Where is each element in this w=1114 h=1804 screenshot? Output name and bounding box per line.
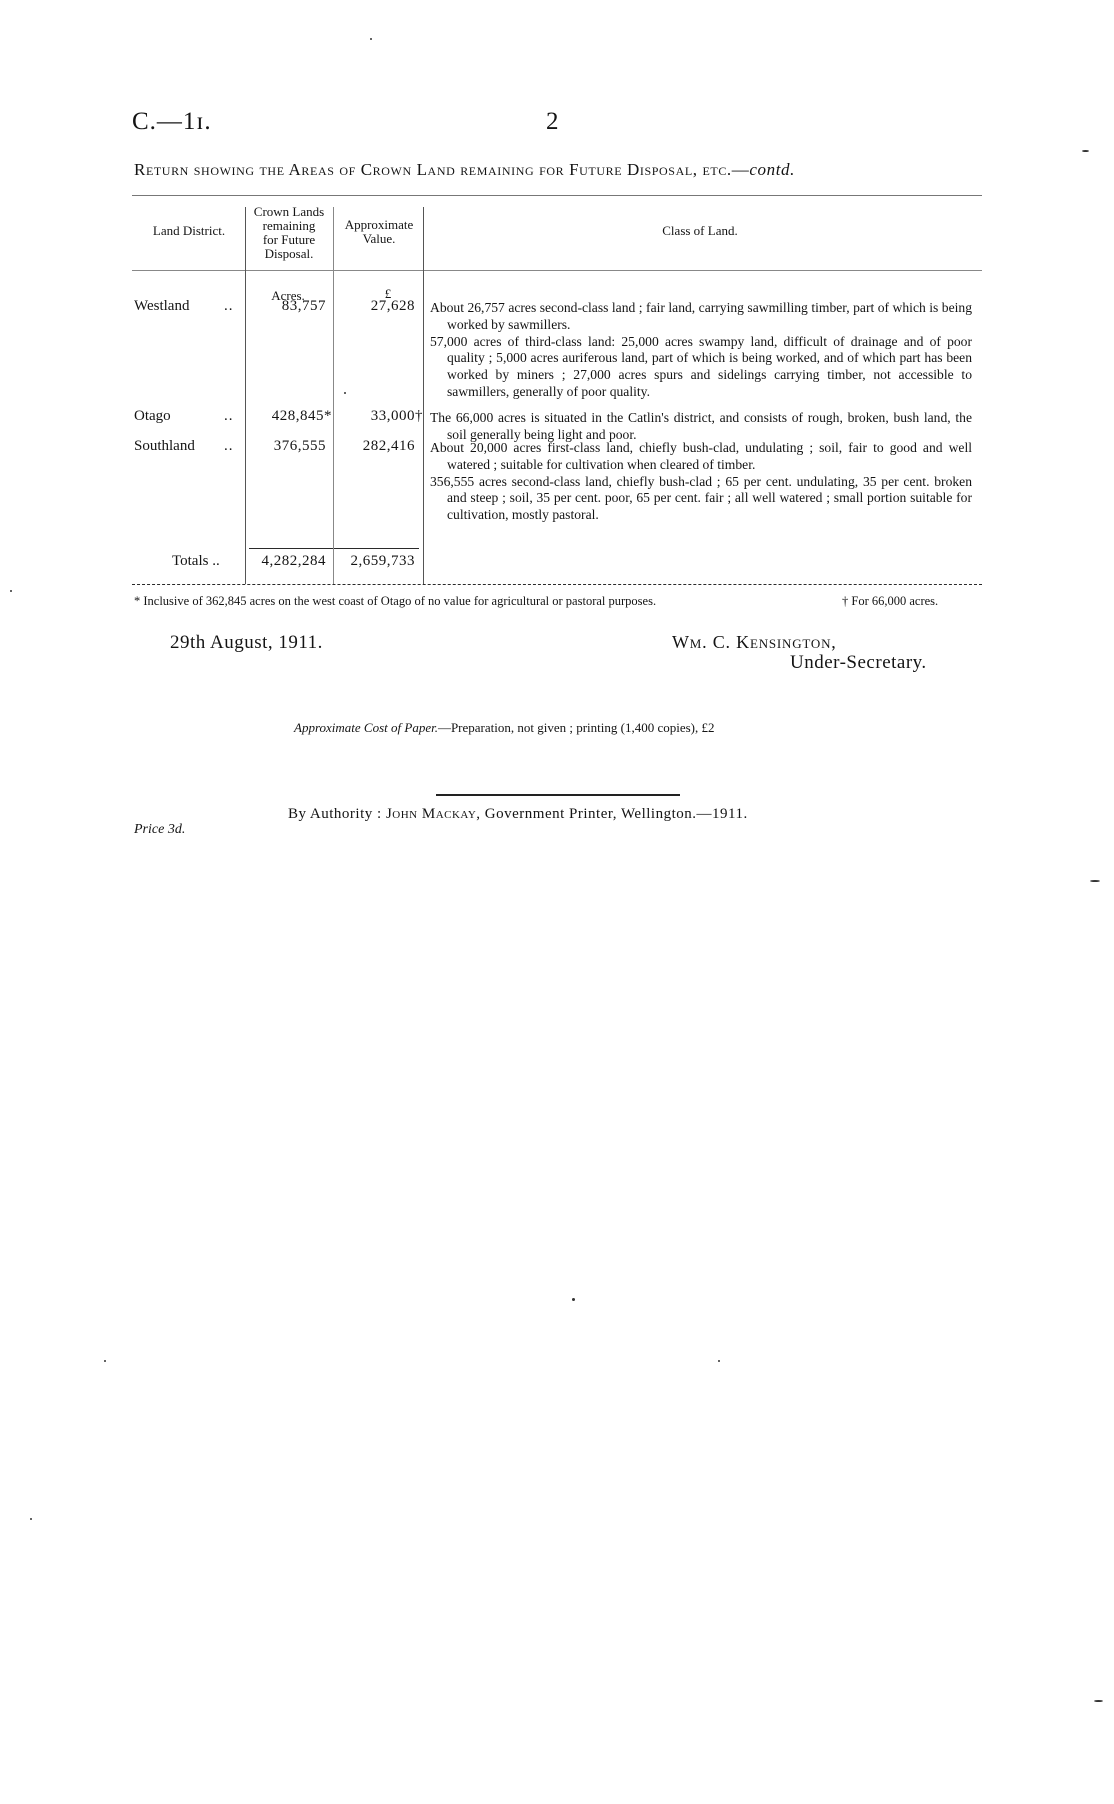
southland-second-class: 356,555 acres second-class land, chiefly bush-clad ; 65 per cent. undulating, 35 per cent. broken and steep ; soil, 35 per cent. poor, 65 per cent. fair ; all well watered ; small portion suitable for cultivation, mostly pastoral. [430,473,972,523]
signatory-name: Wm. C. Kensington, [672,632,837,652]
value-otago: 33,000† [370,408,423,424]
scan-speck [718,1360,720,1362]
imprint-rule [436,794,680,796]
acres-westland: 83,757 [281,298,326,314]
class-otago [430,410,972,444]
footnote-star: * Inclusive of 362,845 acres on the west coast of Otago of no value for agricultural or pastoral purposes. [134,594,657,608]
district-southland: Southland [134,438,195,454]
leader-dots: .. [224,298,234,314]
crown-lands-line-3: for Future [262,232,316,247]
unit-pounds: £ [384,286,392,301]
southland-first-class: About 20,000 acres first-class land, chiefly bush-clad, undulating ; soil, fair to good and well watered ; suitable for cultivation when cleared of timber. [430,440,972,472]
cost-label: Approximate Cost of Paper. [294,720,438,735]
col-head-class: Class of Land. [662,223,738,238]
scan-speck [1090,880,1100,882]
westland-second-class: About 26,757 acres second-class land ; fair land, carrying sawmilling timber, part of which is being worked by sawmillers. [430,300,972,332]
col-head-crown-lands [246,205,332,261]
title-text: Return showing the Areas of Crown Land remaining for Future Disposal, etc.— [134,160,750,179]
scan-speck [1094,1700,1103,1702]
imprint-prefix: By Authority : [288,806,386,822]
westland-third-class: 57,000 acres of third-class land: 25,000 acres swampy land, difficult of drainage and of poor quality ; 5,000 acres auriferous land, part of which is being worked, and of which part has been worked by miners ; 27,000 acres spurs and sidelings carrying timber, not accessible to sawmillers, generally of poor quality. [430,333,972,399]
signatory-title: Under-Secretary. [790,652,927,673]
crown-lands-line-1: Crown Lands [253,204,325,219]
col-divider-2 [333,207,334,584]
col-head-district: Land District. [152,223,226,238]
value-line-2: Value. [362,231,396,246]
title-contd: contd. [749,160,796,179]
cost-text: —Preparation, not given ; printing (1,400 copies), £2 [437,720,715,735]
scan-speck [572,1298,575,1301]
document-reference: C.—1ɪ. [132,108,212,135]
printer-imprint [288,806,748,823]
value-westland: 27,628 [370,298,415,314]
price: Price 3d. [134,822,186,837]
imprint-suffix: , Government Printer, Wellington.—1911. [476,806,748,822]
printer-name: John Mackay [385,806,477,822]
otago-catlins: The 66,000 acres is situated in the Catlin's district, and consists of rough, broken, bush land, the soil generally being light and poor. [430,410,972,442]
table-top-rule [132,195,982,196]
crown-lands-line-2: remaining [262,218,316,233]
totals-label: Totals .. [172,553,220,569]
document-date: 29th August, 1911. [170,632,323,653]
acres-southland: 376,555 [273,438,326,454]
scan-speck [1082,150,1089,152]
approximate-cost [294,720,715,736]
col-divider-1 [245,207,246,584]
return-title [134,160,795,180]
unit-acres: Acres. [271,288,305,303]
footnotes [134,594,984,609]
class-southland [430,440,972,524]
table-head-rule [132,270,982,271]
page-number: 2 [546,108,559,135]
leader-dots: .. [224,438,234,454]
district-otago: Otago [134,408,171,424]
crown-lands-line-4: Disposal. [264,246,314,261]
totals-acres: 4,282,284 [261,553,326,569]
scan-speck [370,38,372,40]
totals-value: 2,659,733 [350,553,415,569]
acres-otago: 428,845* [271,408,332,424]
scan-speck [30,1518,32,1520]
value-southland: 282,416 [362,438,415,454]
scan-speck [10,590,12,592]
footnote-dagger: † For 66,000 acres. [842,594,939,608]
table-bottom-rule [132,584,982,585]
district-westland: Westland [134,298,190,314]
leader-dots: .. [224,408,234,424]
col-divider-3 [423,207,424,584]
scan-speck [104,1360,106,1362]
value-line-1: Approximate [344,217,414,232]
class-westland [430,300,972,401]
totals-rule [249,548,419,549]
scan-speck [344,392,346,394]
col-head-value [334,218,424,246]
